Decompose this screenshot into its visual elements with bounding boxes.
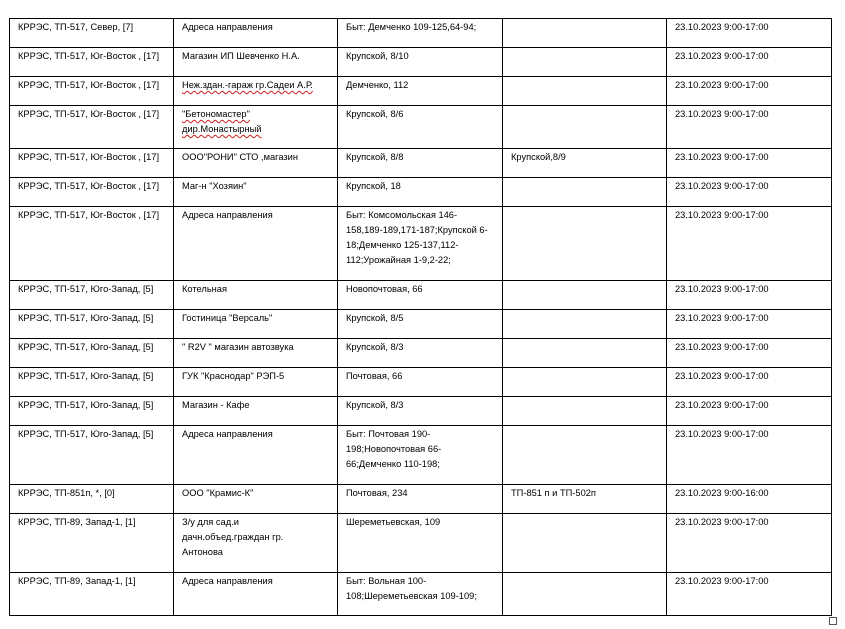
network-cell[interactable]: КРРЭС, ТП-517, Юго-Запад, [5] bbox=[10, 281, 174, 310]
table-row bbox=[10, 19, 832, 48]
extra-cell[interactable] bbox=[503, 514, 667, 573]
consumer-cell[interactable]: Адреса направления bbox=[174, 573, 338, 616]
address-cell[interactable]: Крупской, 8/3 bbox=[338, 397, 503, 426]
consumer-cell[interactable]: З/у для сад.и дачн.объед.граждан гр. Антонова bbox=[174, 514, 338, 573]
network-cell[interactable]: КРРЭС, ТП-517, Юг-Восток , [17] bbox=[10, 106, 174, 149]
table-row bbox=[10, 106, 832, 149]
consumer-cell[interactable]: Неж.здан.-гараж гр.Садеи А.Р. bbox=[174, 77, 338, 106]
address-cell[interactable]: Крупской, 8/3 bbox=[338, 339, 503, 368]
time-cell[interactable]: 23.10.2023 9:00-17:00 bbox=[667, 207, 832, 281]
extra-cell[interactable] bbox=[503, 281, 667, 310]
address-cell[interactable]: Почтовая, 66 bbox=[338, 368, 503, 397]
consumer-cell[interactable]: Гостиница "Версаль" bbox=[174, 310, 338, 339]
extra-cell[interactable] bbox=[503, 310, 667, 339]
address-cell[interactable]: Почтовая, 234 bbox=[338, 485, 503, 514]
consumer-cell[interactable]: "Бетономастер" дир.Монастырный bbox=[174, 106, 338, 149]
consumer-cell[interactable]: Маг-н "Хозяин" bbox=[174, 178, 338, 207]
table-row bbox=[10, 573, 832, 616]
table-body bbox=[10, 19, 832, 616]
time-cell[interactable]: 23.10.2023 9:00-17:00 bbox=[667, 77, 832, 106]
table-row bbox=[10, 149, 832, 178]
extra-cell[interactable] bbox=[503, 397, 667, 426]
network-cell[interactable]: КРРЭС, ТП-517, Юго-Запад, [5] bbox=[10, 368, 174, 397]
address-cell[interactable]: Крупской, 8/10 bbox=[338, 48, 503, 77]
network-cell[interactable]: КРРЭС, ТП-517, Юг-Восток , [17] bbox=[10, 178, 174, 207]
time-cell[interactable]: 23.10.2023 9:00-17:00 bbox=[667, 19, 832, 48]
extra-cell[interactable] bbox=[503, 339, 667, 368]
table-row bbox=[10, 310, 832, 339]
address-cell[interactable]: Крупской, 18 bbox=[338, 178, 503, 207]
network-cell[interactable]: КРРЭС, ТП-517, Юго-Запад, [5] bbox=[10, 426, 174, 485]
table-row bbox=[10, 514, 832, 573]
address-cell[interactable]: Быт: Комсомольская 146- 158,189-189,171-187;Крупской 6- 18;Демченко 125-137,112- 112;Урожайная 1-9,2-22; bbox=[338, 207, 503, 281]
table-row bbox=[10, 485, 832, 514]
time-cell[interactable]: 23.10.2023 9:00-16:00 bbox=[667, 485, 832, 514]
table-row bbox=[10, 77, 832, 106]
network-cell[interactable]: КРРЭС, ТП-517, Юг-Восток , [17] bbox=[10, 207, 174, 281]
time-cell[interactable]: 23.10.2023 9:00-17:00 bbox=[667, 339, 832, 368]
network-cell[interactable]: КРРЭС, ТП-89, Запад-1, [1] bbox=[10, 573, 174, 616]
table-row bbox=[10, 207, 832, 281]
time-cell[interactable]: 23.10.2023 9:00-17:00 bbox=[667, 573, 832, 616]
extra-cell[interactable] bbox=[503, 207, 667, 281]
extra-cell[interactable] bbox=[503, 178, 667, 207]
time-cell[interactable]: 23.10.2023 9:00-17:00 bbox=[667, 48, 832, 77]
table-row bbox=[10, 178, 832, 207]
extra-cell[interactable] bbox=[503, 426, 667, 485]
consumer-cell[interactable]: Адреса направления bbox=[174, 207, 338, 281]
time-cell[interactable]: 23.10.2023 9:00-17:00 bbox=[667, 426, 832, 485]
consumer-cell[interactable]: Магазин - Кафе bbox=[174, 397, 338, 426]
extra-cell[interactable] bbox=[503, 48, 667, 77]
time-cell[interactable]: 23.10.2023 9:00-17:00 bbox=[667, 397, 832, 426]
network-cell[interactable]: КРРЭС, ТП-89, Запад-1, [1] bbox=[10, 514, 174, 573]
address-cell[interactable]: Быт: Вольная 100- 108;Шереметьевская 109-109; bbox=[338, 573, 503, 616]
table-row bbox=[10, 281, 832, 310]
network-cell[interactable]: КРРЭС, ТП-517, Юг-Восток , [17] bbox=[10, 149, 174, 178]
time-cell[interactable]: 23.10.2023 9:00-17:00 bbox=[667, 514, 832, 573]
network-cell[interactable]: КРРЭС, ТП-517, Юго-Запад, [5] bbox=[10, 397, 174, 426]
consumer-cell[interactable]: Адреса направления bbox=[174, 19, 338, 48]
extra-cell[interactable]: ТП-851 п и ТП-502п bbox=[503, 485, 667, 514]
address-cell[interactable]: Быт: Демченко 109-125,64-94; bbox=[338, 19, 503, 48]
address-cell[interactable]: Крупской, 8/6 bbox=[338, 106, 503, 149]
consumer-cell[interactable]: ООО"РОНИ" СТО ,магазин bbox=[174, 149, 338, 178]
extra-cell[interactable] bbox=[503, 19, 667, 48]
table-row bbox=[10, 48, 832, 77]
address-cell[interactable]: Шереметьевская, 109 bbox=[338, 514, 503, 573]
time-cell[interactable]: 23.10.2023 9:00-17:00 bbox=[667, 310, 832, 339]
network-cell[interactable]: КРРЭС, ТП-517, Юго-Запад, [5] bbox=[10, 339, 174, 368]
consumer-cell[interactable]: " R2V " магазин автозвука bbox=[174, 339, 338, 368]
consumer-cell[interactable]: ГУК "Краснодар" РЭП-5 bbox=[174, 368, 338, 397]
time-cell[interactable]: 23.10.2023 9:00-17:00 bbox=[667, 178, 832, 207]
consumer-cell[interactable]: Адреса направления bbox=[174, 426, 338, 485]
extra-cell[interactable] bbox=[503, 106, 667, 149]
table-row bbox=[10, 339, 832, 368]
table-row bbox=[10, 368, 832, 397]
extra-cell[interactable] bbox=[503, 573, 667, 616]
address-cell[interactable]: Новопочтовая, 66 bbox=[338, 281, 503, 310]
consumer-cell[interactable]: Магазин ИП Шевченко Н.А. bbox=[174, 48, 338, 77]
outage-schedule-table bbox=[9, 18, 832, 616]
time-cell[interactable]: 23.10.2023 9:00-17:00 bbox=[667, 149, 832, 178]
consumer-cell[interactable]: Котельная bbox=[174, 281, 338, 310]
table-resize-handle[interactable] bbox=[829, 617, 837, 625]
address-cell[interactable]: Быт: Почтовая 190- 198;Новопочтовая 66- 66;Демченко 110-198; bbox=[338, 426, 503, 485]
network-cell[interactable]: КРРЭС, ТП-517, Юг-Восток , [17] bbox=[10, 48, 174, 77]
address-cell[interactable]: Крупской, 8/5 bbox=[338, 310, 503, 339]
consumer-cell[interactable]: ООО "Крамис-К" bbox=[174, 485, 338, 514]
table-row bbox=[10, 426, 832, 485]
time-cell[interactable]: 23.10.2023 9:00-17:00 bbox=[667, 368, 832, 397]
network-cell[interactable]: КРРЭС, ТП-851п, *, [0] bbox=[10, 485, 174, 514]
network-cell[interactable]: КРРЭС, ТП-517, Север, [7] bbox=[10, 19, 174, 48]
network-cell[interactable]: КРРЭС, ТП-517, Юго-Запад, [5] bbox=[10, 310, 174, 339]
extra-cell[interactable] bbox=[503, 77, 667, 106]
time-cell[interactable]: 23.10.2023 9:00-17:00 bbox=[667, 281, 832, 310]
address-cell[interactable]: Крупской, 8/8 bbox=[338, 149, 503, 178]
extra-cell[interactable] bbox=[503, 368, 667, 397]
time-cell[interactable]: 23.10.2023 9:00-17:00 bbox=[667, 106, 832, 149]
extra-cell[interactable]: Крупской,8/9 bbox=[503, 149, 667, 178]
table-row bbox=[10, 397, 832, 426]
network-cell[interactable]: КРРЭС, ТП-517, Юг-Восток , [17] bbox=[10, 77, 174, 106]
address-cell[interactable]: Демченко, 112 bbox=[338, 77, 503, 106]
